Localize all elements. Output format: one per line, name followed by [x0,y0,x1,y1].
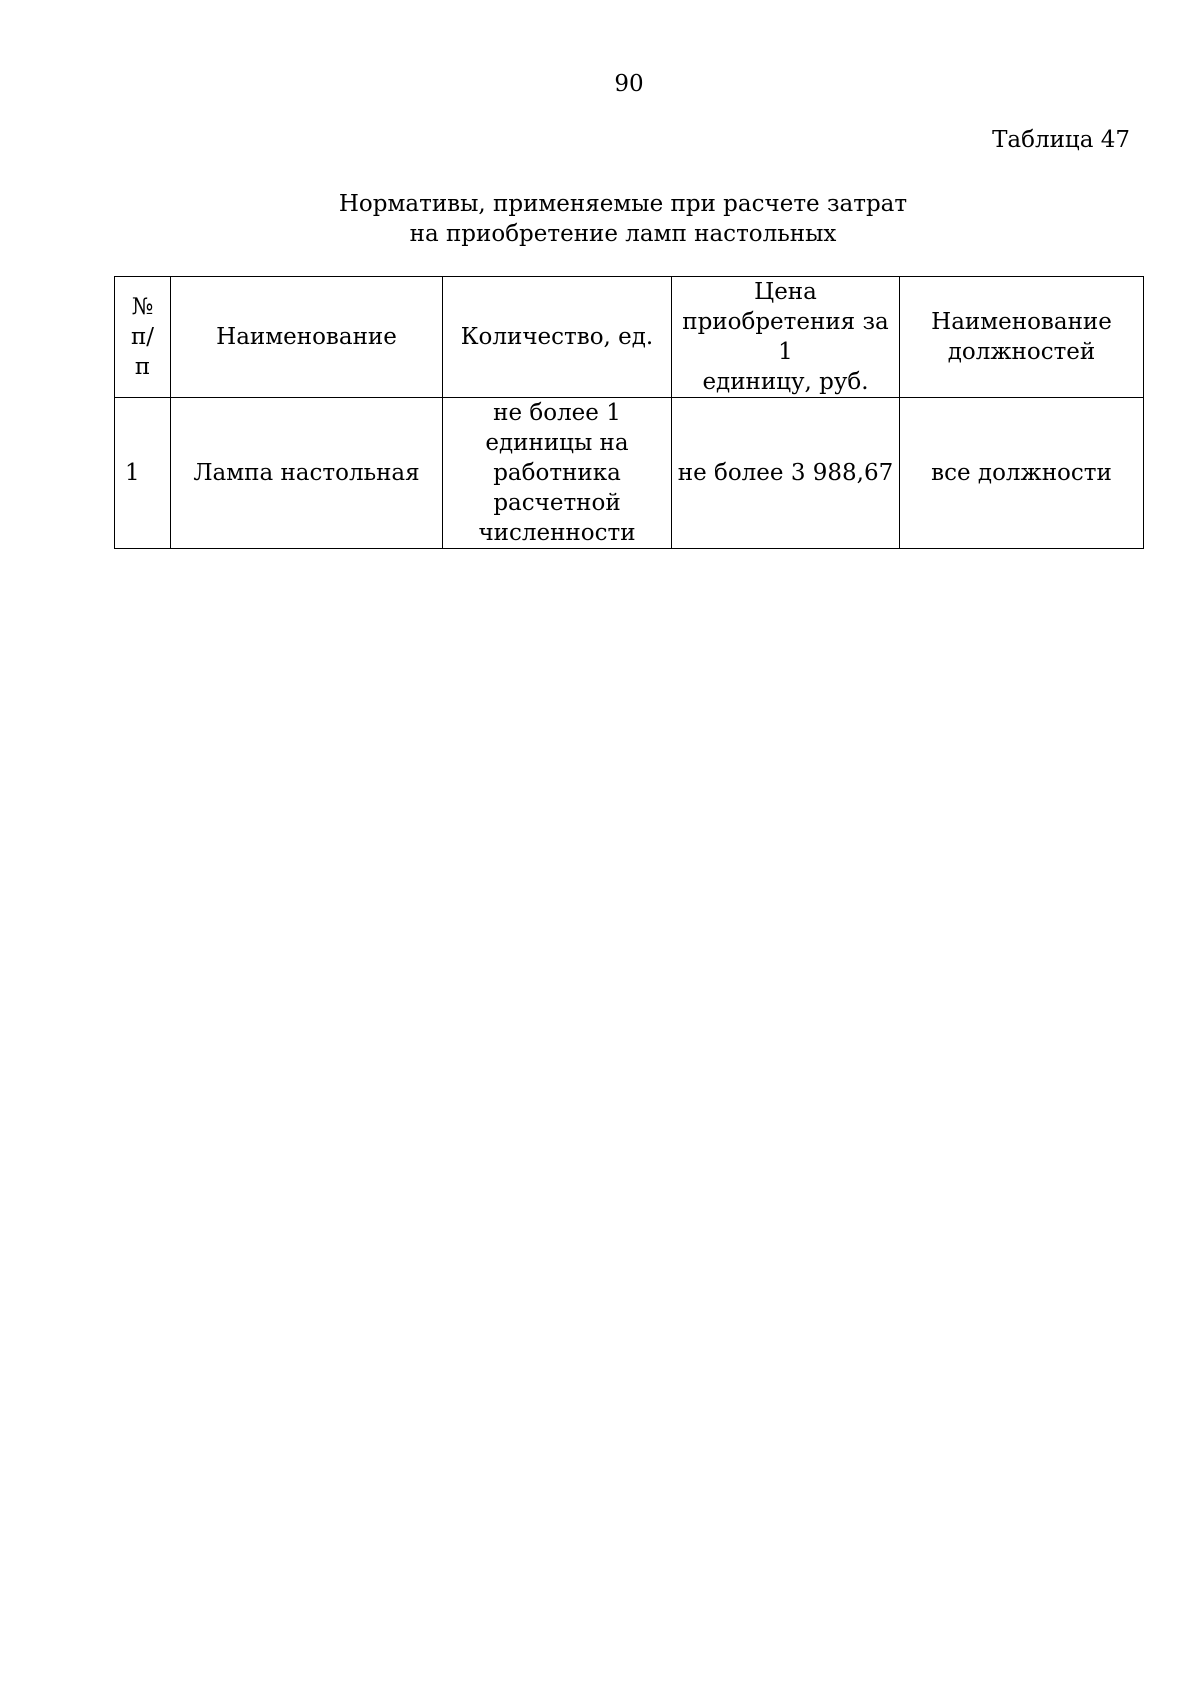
row-positions: все должности [900,398,1144,549]
page-number: 90 [614,71,644,97]
header-num-line-2: п/ [130,324,155,350]
document-title-line-1: Нормативы, применяемые при расчете затрат [338,191,908,217]
row-quantity-line-3: работника [493,460,621,486]
norms-table [114,276,1144,549]
header-quantity: Количество, ед. [443,277,672,398]
table-row [115,398,1144,549]
header-positions-line-1: Наименование [931,309,1112,335]
header-price [672,277,900,398]
row-quantity [443,398,672,549]
header-positions [900,277,1144,398]
header-price-line-2: приобретения за 1 [682,309,889,365]
header-num-line-3: п [134,354,151,380]
row-quantity-line-1: не более 1 [493,400,621,426]
document-title-line-2: на приобретение ламп настольных [409,221,837,247]
header-price-line-1: Цена [754,279,817,305]
header-num-line-1: № [131,294,154,320]
row-quantity-line-2: единицы на [485,430,629,456]
row-name: Лампа настольная [171,398,443,549]
row-num: 1 [115,398,171,549]
row-quantity-line-4: расчетной [493,490,621,516]
header-num [115,277,171,398]
document-title [0,189,1200,249]
header-price-line-3: единицу, руб. [702,369,869,395]
header-name: Наименование [171,277,443,398]
header-positions-line-2: должностей [947,339,1096,365]
table-label: Таблица 47 [992,127,1130,153]
table-header-row [115,277,1144,398]
row-price: не более 3 988,67 [672,398,900,549]
row-quantity-line-5: численности [478,520,636,546]
